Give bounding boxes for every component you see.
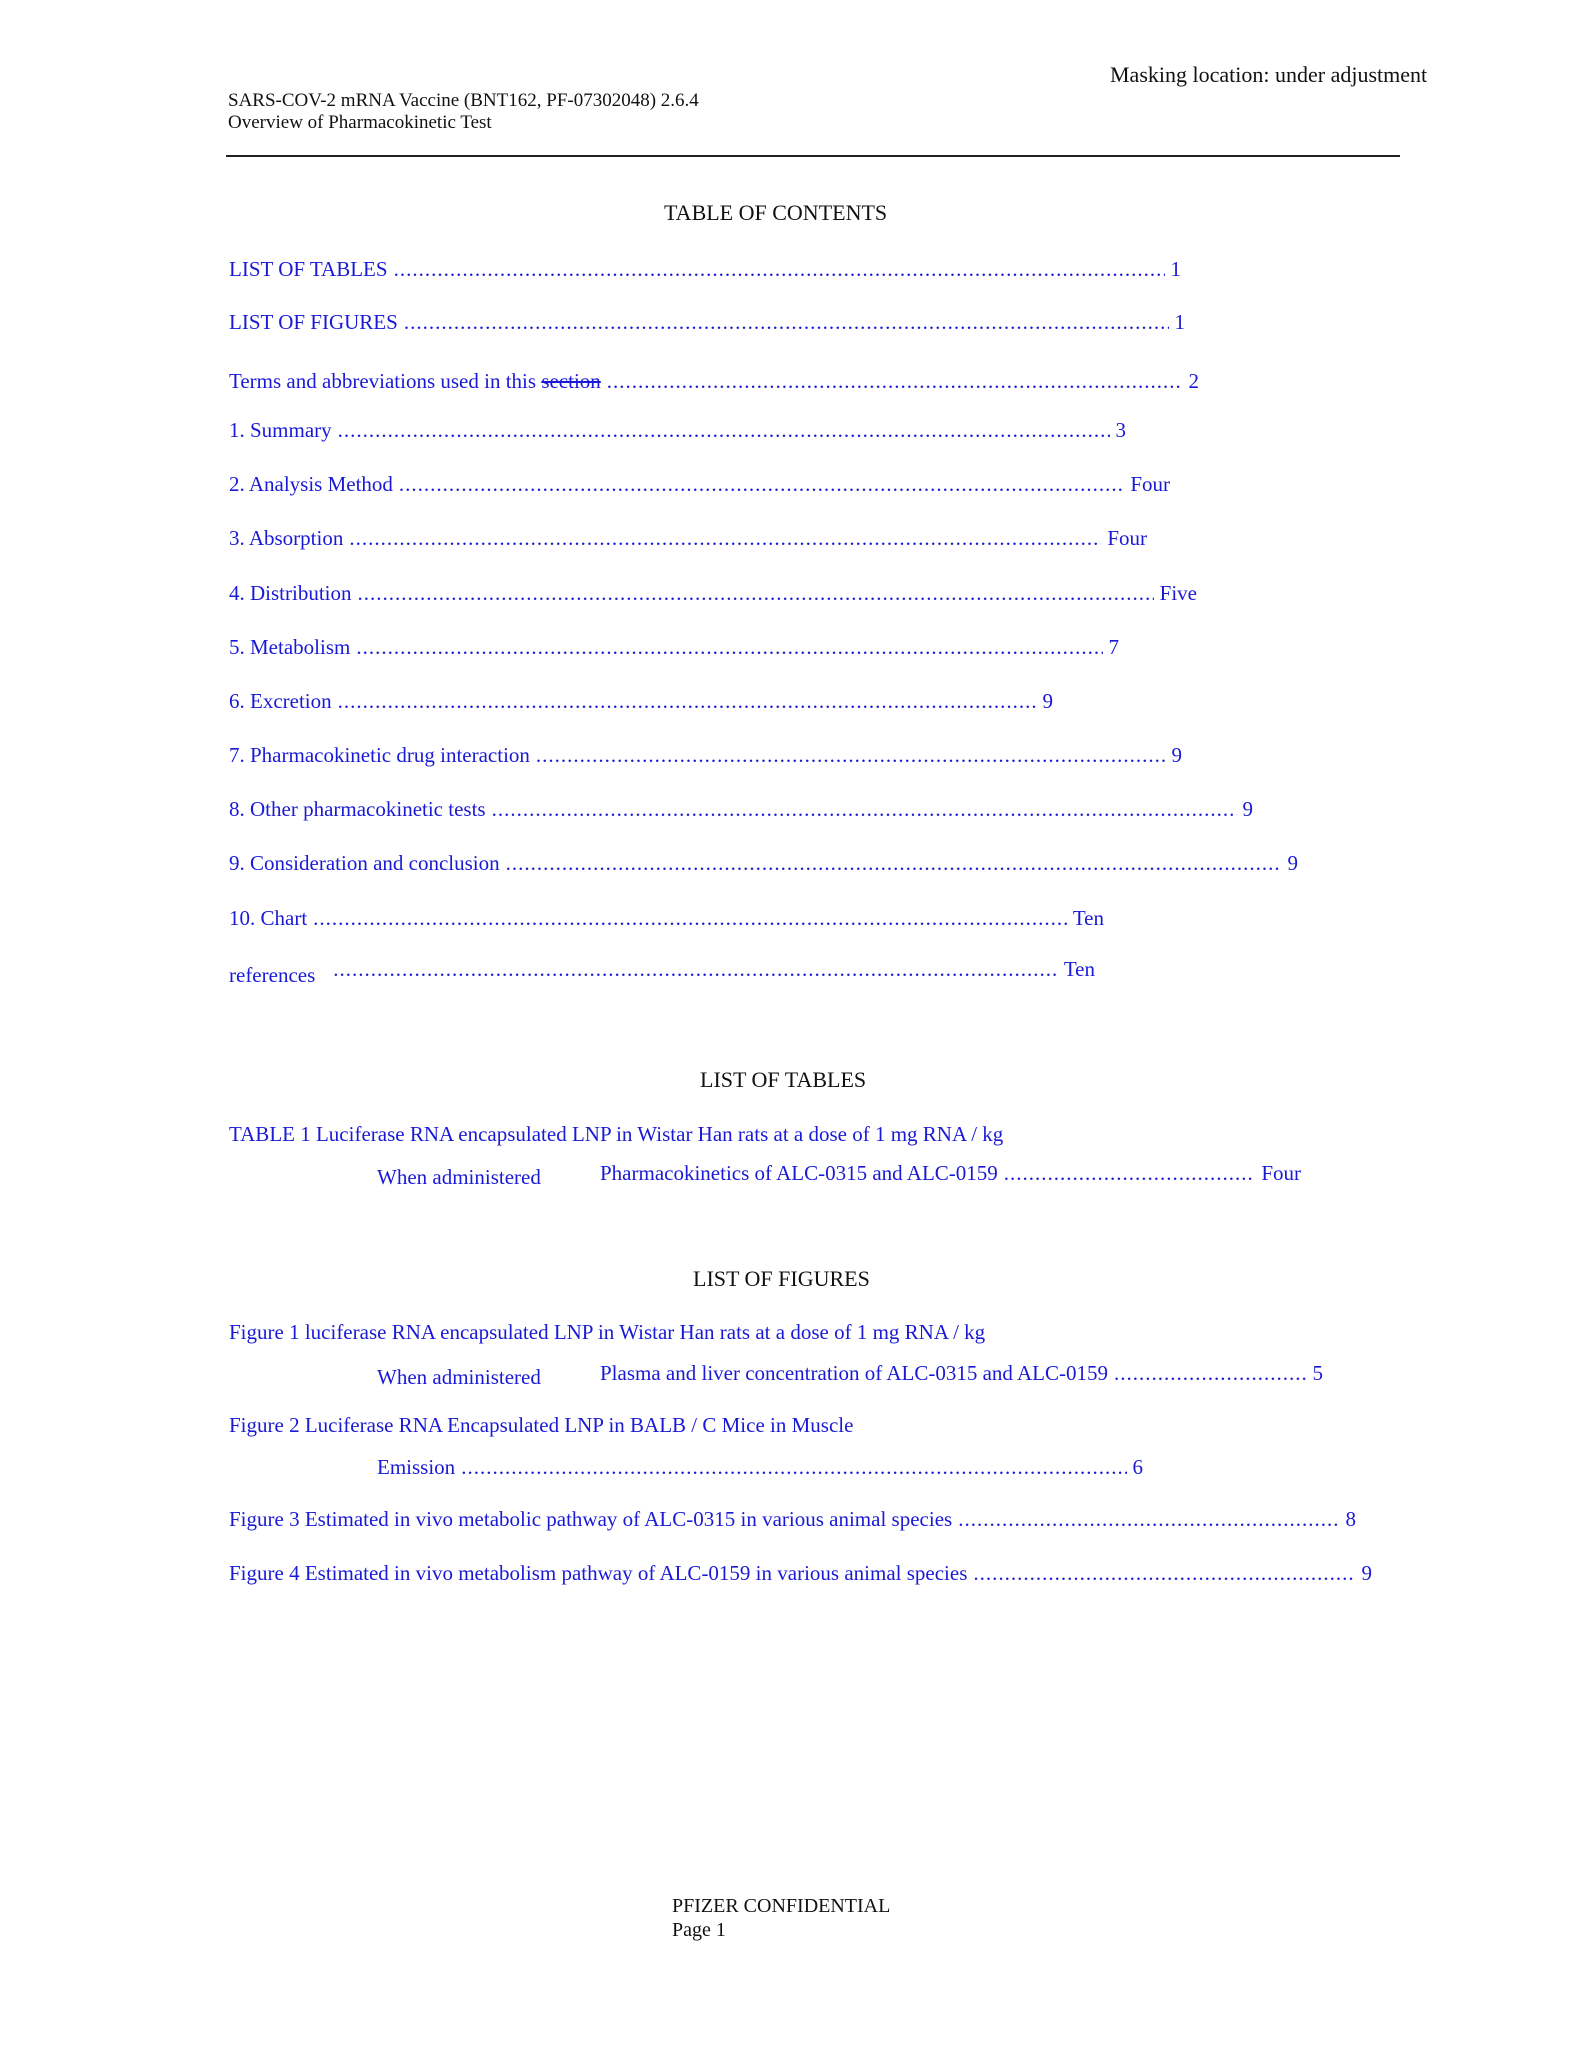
struck-word: section [541,369,601,393]
toc-entry-label: Figure 3 Estimated in vivo metabolic pathway of ALC-0315 in various animal species [229,1507,953,1531]
toc-entry-absorption[interactable] [229,525,1147,551]
toc-entry-summary[interactable] [229,417,1126,443]
table-1-entry-line1[interactable]: TABLE 1 Luciferase RNA encapsulated LNP in Wistar Han rats at a dose of 1 mg RNA / kg [229,1122,1004,1146]
toc-entry-label: 7. Pharmacokinetic drug interaction [229,743,530,767]
toc-dot-leader [333,956,1058,982]
toc-dot-leader [399,471,1124,497]
toc-entry-page: 3 [1115,418,1126,442]
toc-title: TABLE OF CONTENTS [664,200,888,225]
toc-entry-list-of-figures[interactable] [229,309,1185,335]
figure-1-entry-line1[interactable]: Figure 1 luciferase RNA encapsulated LNP in Wistar Han rats at a dose of 1 mg RNA / kg [229,1320,986,1344]
toc-dot-leader [973,1560,1355,1586]
figure-1-entry-when: When administered [377,1365,541,1389]
header-section-line: Overview of Pharmacokinetic Test [228,112,492,133]
toc-entry-label: Figure 4 Estimated in vivo metabolism pathway of ALC-0159 in various animal species [229,1561,968,1585]
toc-entry-other-tests[interactable] [229,796,1253,822]
toc-dot-leader [338,417,1110,443]
toc-entry-label: LIST OF FIGURES [229,310,398,334]
toc-dot-leader [356,634,1102,660]
toc-entry-page: 9 [1242,797,1253,821]
toc-entry-label: 9. Consideration and conclusion [229,851,500,875]
toc-dot-leader [349,525,1101,551]
toc-entry-page: 7 [1108,635,1119,659]
toc-entry-page: 9 [1361,1561,1372,1585]
toc-entry-page: 6 [1132,1455,1143,1479]
masking-note: Masking location: under adjustment [1110,62,1428,87]
toc-entry-list-of-tables[interactable] [229,256,1181,282]
toc-entry-metabolism[interactable] [229,634,1119,660]
toc-entry-page: Ten [1072,906,1104,930]
toc-entry-analysis-method[interactable] [229,471,1170,497]
toc-dot-leader [394,256,1165,282]
footer-page-number: Page 1 [672,1919,726,1941]
toc-entry-page: 9 [1042,689,1053,713]
toc-entry-label: 4. Distribution [229,581,352,605]
figure-2-entry-line1[interactable]: Figure 2 Luciferase RNA Encapsulated LNP in BALB / C Mice in Muscle [229,1413,854,1437]
toc-entry-page: Four [1261,1161,1301,1185]
toc-entry-label: 2. Analysis Method [229,472,393,496]
toc-entry-label: 1. Summary [229,418,332,442]
toc-entry-page: Four [1130,472,1170,496]
toc-entry-label: Emission [377,1455,456,1479]
figure-2-entry-line2[interactable] [377,1454,1143,1480]
toc-entry-label: 8. Other pharmacokinetic tests [229,797,486,821]
list-of-figures-title: LIST OF FIGURES [693,1266,870,1291]
toc-dot-leader [338,688,1037,714]
toc-entry-distribution[interactable] [229,580,1197,606]
toc-entry-page: 9 [1171,743,1182,767]
toc-entry-page: 1 [1170,257,1181,281]
table-1-entry-when: When administered [377,1165,541,1189]
toc-dot-leader [1114,1360,1307,1386]
toc-dot-leader [358,580,1154,606]
toc-entry-page: Four [1107,526,1147,550]
toc-entry-label: 5. Metabolism [229,635,351,659]
toc-entry-drug-interaction[interactable] [229,742,1182,768]
toc-entry-label: Pharmacokinetics of ALC-0315 and ALC-0159 [600,1161,998,1185]
footer-confidential: PFIZER CONFIDENTIAL [672,1895,891,1917]
toc-dot-leader [506,850,1282,876]
toc-dot-leader [1004,1160,1256,1186]
toc-entry-label: 10. Chart [229,906,308,930]
toc-dot-leader [536,742,1166,768]
toc-entry-page: Ten [1063,957,1095,981]
toc-entry-references[interactable] [229,957,1095,988]
figure-3-entry[interactable] [229,1506,1356,1532]
toc-entry-page: 1 [1174,310,1185,334]
toc-entry-conclusion[interactable] [229,850,1298,876]
toc-dot-leader [404,309,1169,335]
toc-dot-leader [958,1506,1339,1532]
toc-entry-label: 3. Absorption [229,526,344,550]
toc-entry-label: Terms and abbreviations used in this section [229,369,601,393]
toc-entry-page: 9 [1287,851,1298,875]
toc-entry-label: Plasma and liver concentration of ALC-0315 and ALC-0159 [600,1361,1108,1385]
header-product-line: SARS-COV-2 mRNA Vaccine (BNT162, PF-07302048) 2.6.4 [228,90,699,111]
toc-entry-page: Five [1159,581,1197,605]
figure-1-entry-line2[interactable] [600,1360,1323,1386]
toc-entry-label: 6. Excretion [229,689,332,713]
toc-dot-leader [313,905,1067,931]
toc-entry-page: 2 [1188,369,1199,393]
toc-entry-label: LIST OF TABLES [229,257,388,281]
toc-entry-chart[interactable] [229,905,1104,931]
header-divider [226,155,1400,157]
toc-dot-leader [607,368,1183,394]
figure-4-entry[interactable] [229,1560,1372,1586]
list-of-tables-title: LIST OF TABLES [700,1067,867,1092]
toc-entry-page: 8 [1345,1507,1356,1531]
toc-entry-page: 5 [1312,1361,1323,1385]
toc-dot-leader [492,796,1237,822]
toc-entry-label: references [229,963,316,987]
toc-entry-excretion[interactable] [229,688,1053,714]
toc-dot-leader [461,1454,1126,1480]
table-1-entry-line2[interactable] [600,1160,1301,1186]
toc-entry-terms-abbreviations[interactable] [229,368,1199,394]
